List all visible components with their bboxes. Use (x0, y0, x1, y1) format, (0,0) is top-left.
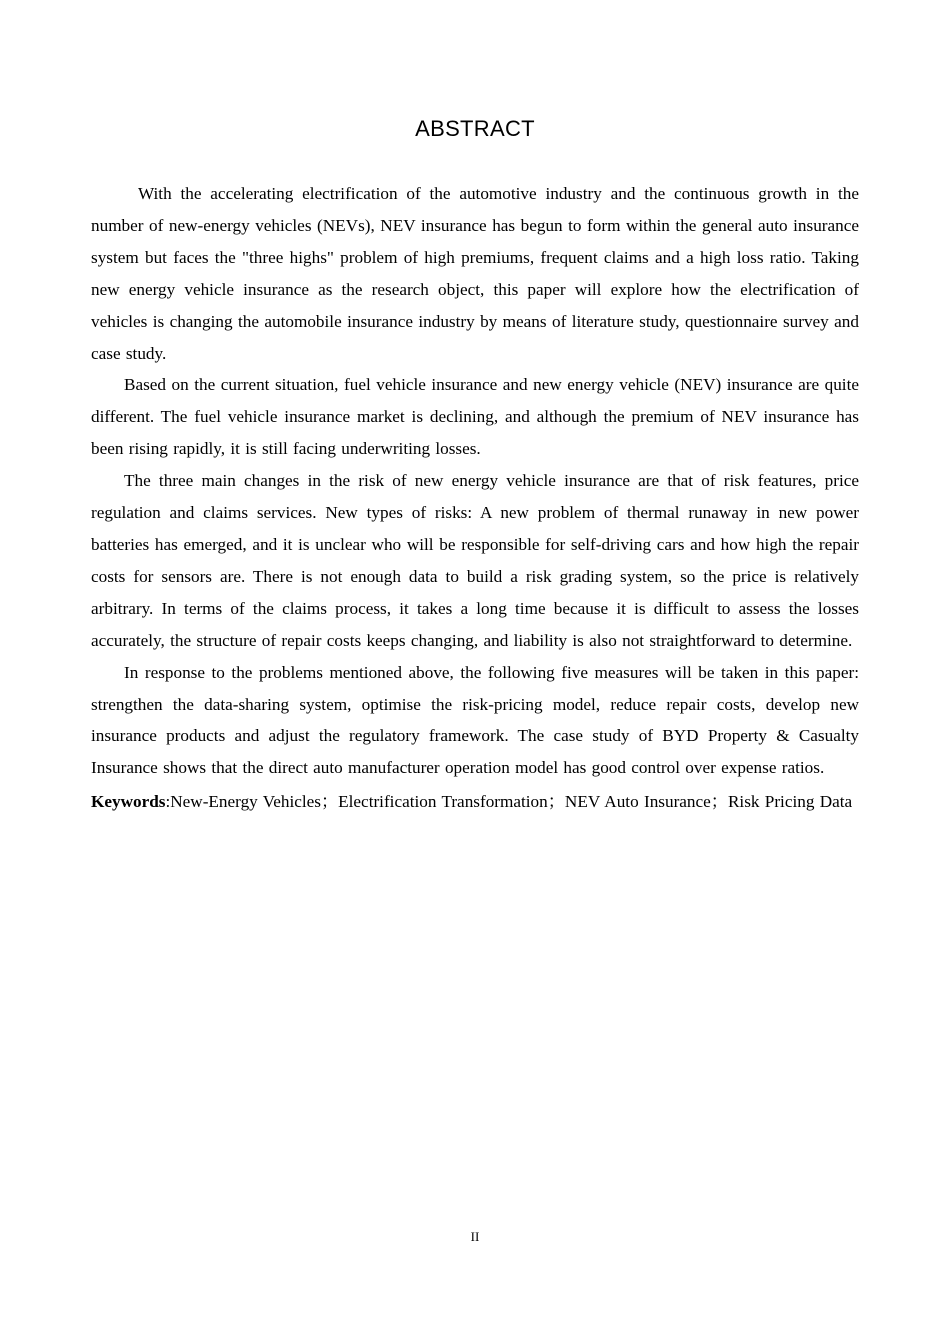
keywords-line (91, 786, 859, 818)
abstract-body (91, 178, 859, 818)
abstract-paragraph-3: The three main changes in the risk of new energy vehicle insurance are that of risk features, price regulation and claims services. New types of risks: A new problem of thermal runaway in new power batteries has emerged, and it is unclear who will be responsible for self-driving cars and how high the repair costs for sensors are. There is not enough data to build a risk grading system, so the price is relatively arbitrary. In terms of the claims process, it takes a long time because it is difficult to assess the losses accurately, the structure of repair costs keeps changing, and liability is also not straightforward to determine. (91, 471, 859, 650)
keywords-label: Keywords (91, 792, 166, 812)
abstract-paragraph-2: Based on the current situation, fuel vehicle insurance and new energy vehicle (NEV) insurance are quite different. The fuel vehicle insurance market is declining, and although the premium of NEV insurance has been rising rapidly, it is still facing underwriting losses. (91, 375, 859, 459)
abstract-paragraph-4: In response to the problems mentioned above, the following five measures will be taken in this paper: strengthen the data-sharing system, optimise the risk-pricing model, reduce repair costs, develop new insurance products and adjust the regulatory framework. The case study of BYD Property & Casualty Insurance shows that the direct auto manufacturer operation model has good control over expense ratios. (91, 662, 859, 778)
keywords-text: :New-Energy Vehicles；Electrification Transformation；NEV Auto Insurance；Risk Pricing Data (165, 792, 853, 812)
abstract-title: ABSTRACT (415, 116, 535, 141)
page-number: II (470, 1229, 480, 1244)
abstract-paragraph-1: With the accelerating electrification of the automotive industry and the continuous growth in the number of new-energy vehicles (NEVs), NEV insurance has begun to form within the general auto insurance system but faces the "three highs" problem of high premiums, frequent claims and a high loss ratio. Taking new energy vehicle insurance as the research object, this paper will explore how the electrification of vehicles is changing the automobile insurance industry by means of literature study, questionnaire survey and case study. (91, 184, 859, 363)
